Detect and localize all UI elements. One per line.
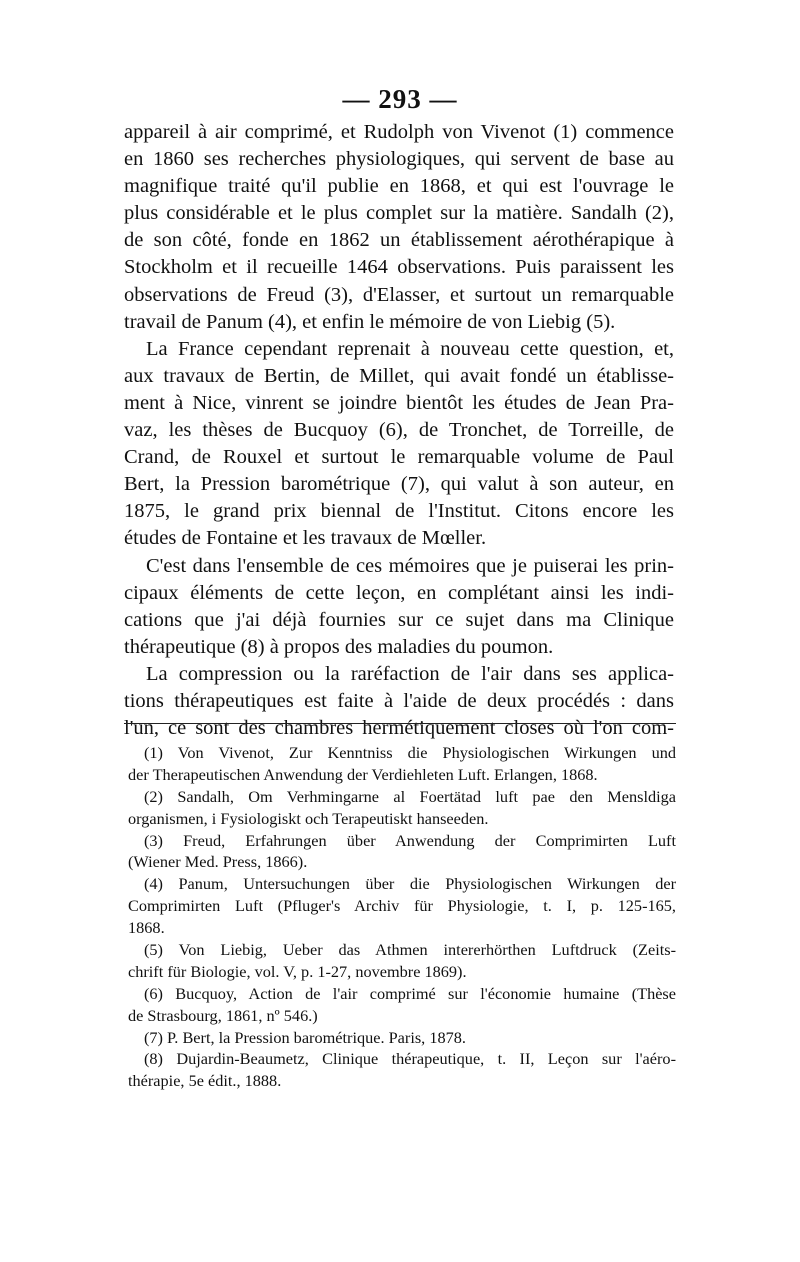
body-line: magnifique traité qu'il publie en 1868, et qui est l'ouvrage le	[124, 175, 674, 198]
body-line: ment à Nice, vinrent se joindre bientôt les études de Jean Pra-	[124, 391, 674, 414]
footnote-line: thérapie, 5e édit., 1888.	[128, 1071, 282, 1091]
footnote-line: organismen, i Fysiologiskt och Terapeutiskt hanseeden.	[128, 808, 489, 828]
body-line: de son côté, fonde en 1862 un établissement aérothérapique à	[124, 229, 674, 252]
body-line: observations de Freud (3), d'Elasser, et surtout un remarquable	[124, 283, 674, 306]
body-line: 1875, le grand prix biennal de l'Institut. Citons encore les	[124, 500, 674, 523]
body-line: Stockholm et il recueille 1464 observations. Puis paraissent les	[124, 256, 674, 279]
body-line: La France cependant reprenait à nouveau cette question, et,	[146, 337, 674, 360]
footnote-line: chrift für Biologie, vol. V, p. 1-27, novembre 1869).	[128, 961, 467, 981]
footnote-line: (5) Von Liebig, Ueber das Athmen intererhörthen Luftdruck (Zeits-	[144, 940, 676, 960]
body-line: La compression ou la raréfaction de l'air dans ses applica-	[146, 662, 674, 685]
body-line: appareil à air comprimé, et Rudolph von Vivenot (1) commence	[124, 121, 674, 143]
body-line: l'un, ce sont des chambres hermétiquement closes où l'on com-	[124, 717, 674, 740]
footnote-line: (6) Bucquoy, Action de l'air comprimé sur l'économie humaine (Thèse	[144, 983, 676, 1003]
body-line: Bert, la Pression barométrique (7), qui valut à son auteur, en	[124, 473, 674, 496]
footnote-line: der Therapeutischen Anwendung der Verdiehleten Luft. Erlangen, 1868.	[128, 764, 598, 784]
body-line: cations que j'ai déjà fournies sur ce sujet dans ma Clinique	[124, 608, 674, 631]
body-line: tions thérapeutiques est faite à l'aide de deux procédés : dans	[124, 689, 674, 712]
footnote-line: 1868.	[128, 918, 165, 938]
footnote-line: (Wiener Med. Press, 1866).	[128, 852, 308, 872]
body-line: thérapeutique (8) à propos des maladies du poumon.	[124, 635, 554, 658]
footnote-line: Comprimirten Luft (Pfluger's Archiv für Physiologie, t. I, p. 125-165,	[128, 896, 676, 916]
footnote-line: (3) Freud, Erfahrungen über Anwendung der Comprimirten Luft	[144, 830, 676, 850]
body-line: plus considérable et le plus complet sur la matière. Sandalh (2),	[124, 202, 674, 225]
body-line: vaz, les thèses de Bucquoy (6), de Tronchet, de Torreille, de	[124, 419, 674, 442]
page-number: — 293 —	[342, 84, 458, 114]
body-line: en 1860 ses recherches physiologiques, qui servent de base au	[124, 148, 674, 171]
body-line: aux travaux de Bertin, de Millet, qui avait fondé un établisse-	[124, 364, 674, 387]
footnotes	[128, 742, 676, 1092]
footnote-line: (1) Von Vivenot, Zur Kenntniss die Physiologischen Wirkungen und	[144, 743, 676, 762]
footnote-divider	[124, 723, 676, 724]
footnote-line: (2) Sandalh, Om Verhmingarne al Foertätad luft pae den Mensldiga	[144, 786, 676, 806]
footnote-line: (8) Dujardin-Beaumetz, Clinique thérapeutique, t. II, Leçon sur l'aéro-	[144, 1049, 676, 1069]
footnote-line: (7) P. Bert, la Pression barométrique. Paris, 1878.	[144, 1027, 466, 1047]
body-line: C'est dans l'ensemble de ces mémoires que je puiserai les prin-	[146, 554, 674, 577]
body-line: cipaux éléments de cette leçon, en complétant ainsi les indi-	[124, 581, 674, 604]
body-line: études de Fontaine et les travaux de Mœller.	[124, 527, 487, 550]
body-text	[124, 119, 674, 742]
body-line: Crand, de Rouxel et surtout le remarquable volume de Paul	[124, 446, 674, 469]
body-line: travail de Panum (4), et enfin le mémoire de von Liebig (5).	[124, 310, 616, 333]
footnote-line: de Strasbourg, 1861, nº 546.)	[128, 1005, 318, 1025]
footnote-line: (4) Panum, Untersuchungen über die Physiologischen Wirkungen der	[144, 874, 676, 894]
